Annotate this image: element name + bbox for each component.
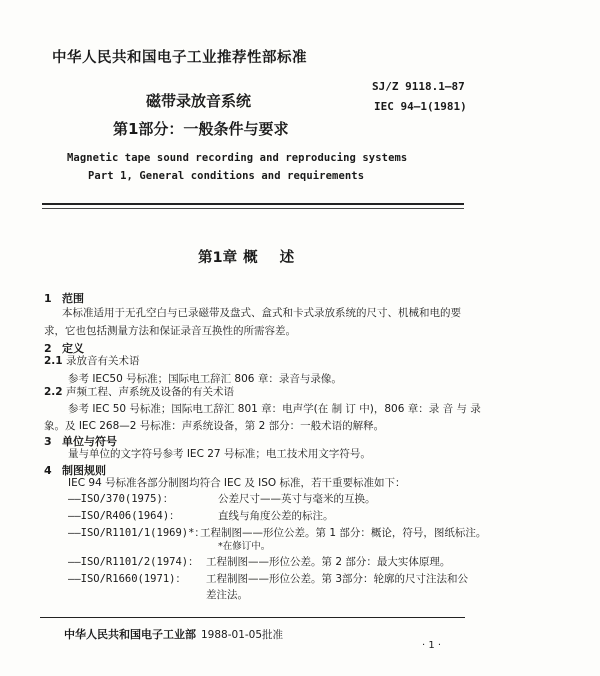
ref-description: 直线与角度公差的标注。 [218, 510, 334, 522]
header-divider [42, 203, 464, 205]
section-2-1-heading [44, 352, 140, 370]
ref-continuation: 差注法。 [206, 589, 248, 601]
chapter-title: 概述 [243, 250, 317, 266]
header-divider-thin [42, 208, 464, 209]
ref-standard: ——ISO/R406(1964)： [68, 510, 180, 522]
section-title: 制图规则 [62, 464, 106, 477]
ref-standard: ——ISO/R1101/2(1974)： [68, 556, 199, 568]
title-en-line2: Part 1, General conditions and requirements [88, 170, 365, 182]
section-2-1-text: 参考 IEC50 号标准；国际电工辞汇 806 章：录音与录像。 [68, 373, 342, 385]
ref-row [68, 490, 376, 508]
ref-row [68, 507, 334, 525]
ref-standard: ——ISO/R1101/1(1969)*： [68, 527, 205, 539]
footer-organization: 中华人民共和国电子工业部 [64, 628, 196, 641]
ref-description: 公差尺寸——英寸与毫米的互换。 [218, 493, 376, 505]
ref-row [68, 553, 450, 571]
section-2-2-text-line1: 参考 IEC 50 号标准；国际电工辞汇 801 章：电声学(在 制 订 中)，806 章：录 音 与 录 [68, 403, 481, 415]
page-number: · 1 · [422, 640, 442, 651]
section-number: 4 [44, 464, 52, 477]
section-number: 2 [44, 342, 52, 355]
section-number: 3 [44, 435, 52, 448]
title-cn-line2: 第1部分：一般条件与要求 [113, 120, 289, 138]
iec-code: IEC 94—1(1981) [374, 100, 467, 113]
ref-row [68, 524, 486, 542]
section-title: 范围 [62, 292, 84, 305]
section-1-text-line2: 求，它也包括测量方法和保证录音互换性的所需容差。 [44, 325, 296, 337]
section-1-text-line1: 本标准适用于无孔空白与已录磁带及盘式、盒式和卡式录放系统的尺寸、机械和电的要 [62, 307, 461, 319]
section-2-2-text-line2: 象。及 IEC 268—2 号标准：声系统设备，第 2 部分：一般术语的解释。 [44, 420, 385, 432]
chapter-heading [198, 246, 316, 267]
ref-description: 工程制图——形位公差。第 3部分：轮廓的尺寸注法和公 [206, 573, 469, 585]
ref-description: 工程制图——形位公差。第 2 部分：最大实体原理。 [206, 556, 451, 568]
chapter-label: 第1章 [198, 250, 238, 266]
ref-row [68, 570, 468, 588]
section-number: 2.2 [44, 386, 63, 398]
footer-divider [40, 617, 465, 618]
issuing-ministry: 中华人民共和国电子工业推荐性部标准 [52, 50, 307, 66]
standard-code: SJ/Z 9118.1—87 [372, 80, 465, 93]
ref-standard: ——ISO/R1660(1971)： [68, 573, 186, 585]
title-en-line1: Magnetic tape sound recording and reproducing systems [67, 152, 408, 164]
title-cn-line1: 磁带录放音系统 [146, 92, 252, 110]
section-2-2-heading [44, 383, 234, 401]
section-4-text: IEC 94 号标准各部分制图均符合 IEC 及 ISO 标准，若干重要标准如下： [68, 477, 406, 489]
ref-description: 工程制图——形位公差。第 1 部分：概论，符号，图纸标注。 [200, 527, 487, 539]
section-number: 1 [44, 292, 52, 305]
section-title: 定义 [62, 342, 84, 355]
ref-footnote: *在修订中。 [218, 541, 271, 552]
approval-date: 1988-01-05批准 [201, 629, 284, 641]
section-title: 单位与符号 [62, 435, 117, 448]
section-3-text: 量与单位的文字符号参考 IEC 27 号标准；电工技术用文字符号。 [68, 448, 371, 460]
ref-standard: ——ISO/370(1975)： [68, 493, 174, 505]
section-title: 录放音有关术语 [66, 355, 140, 367]
section-title: 声频工程、声系统及设备的有关术语 [66, 386, 234, 398]
section-number: 2.1 [44, 355, 63, 367]
